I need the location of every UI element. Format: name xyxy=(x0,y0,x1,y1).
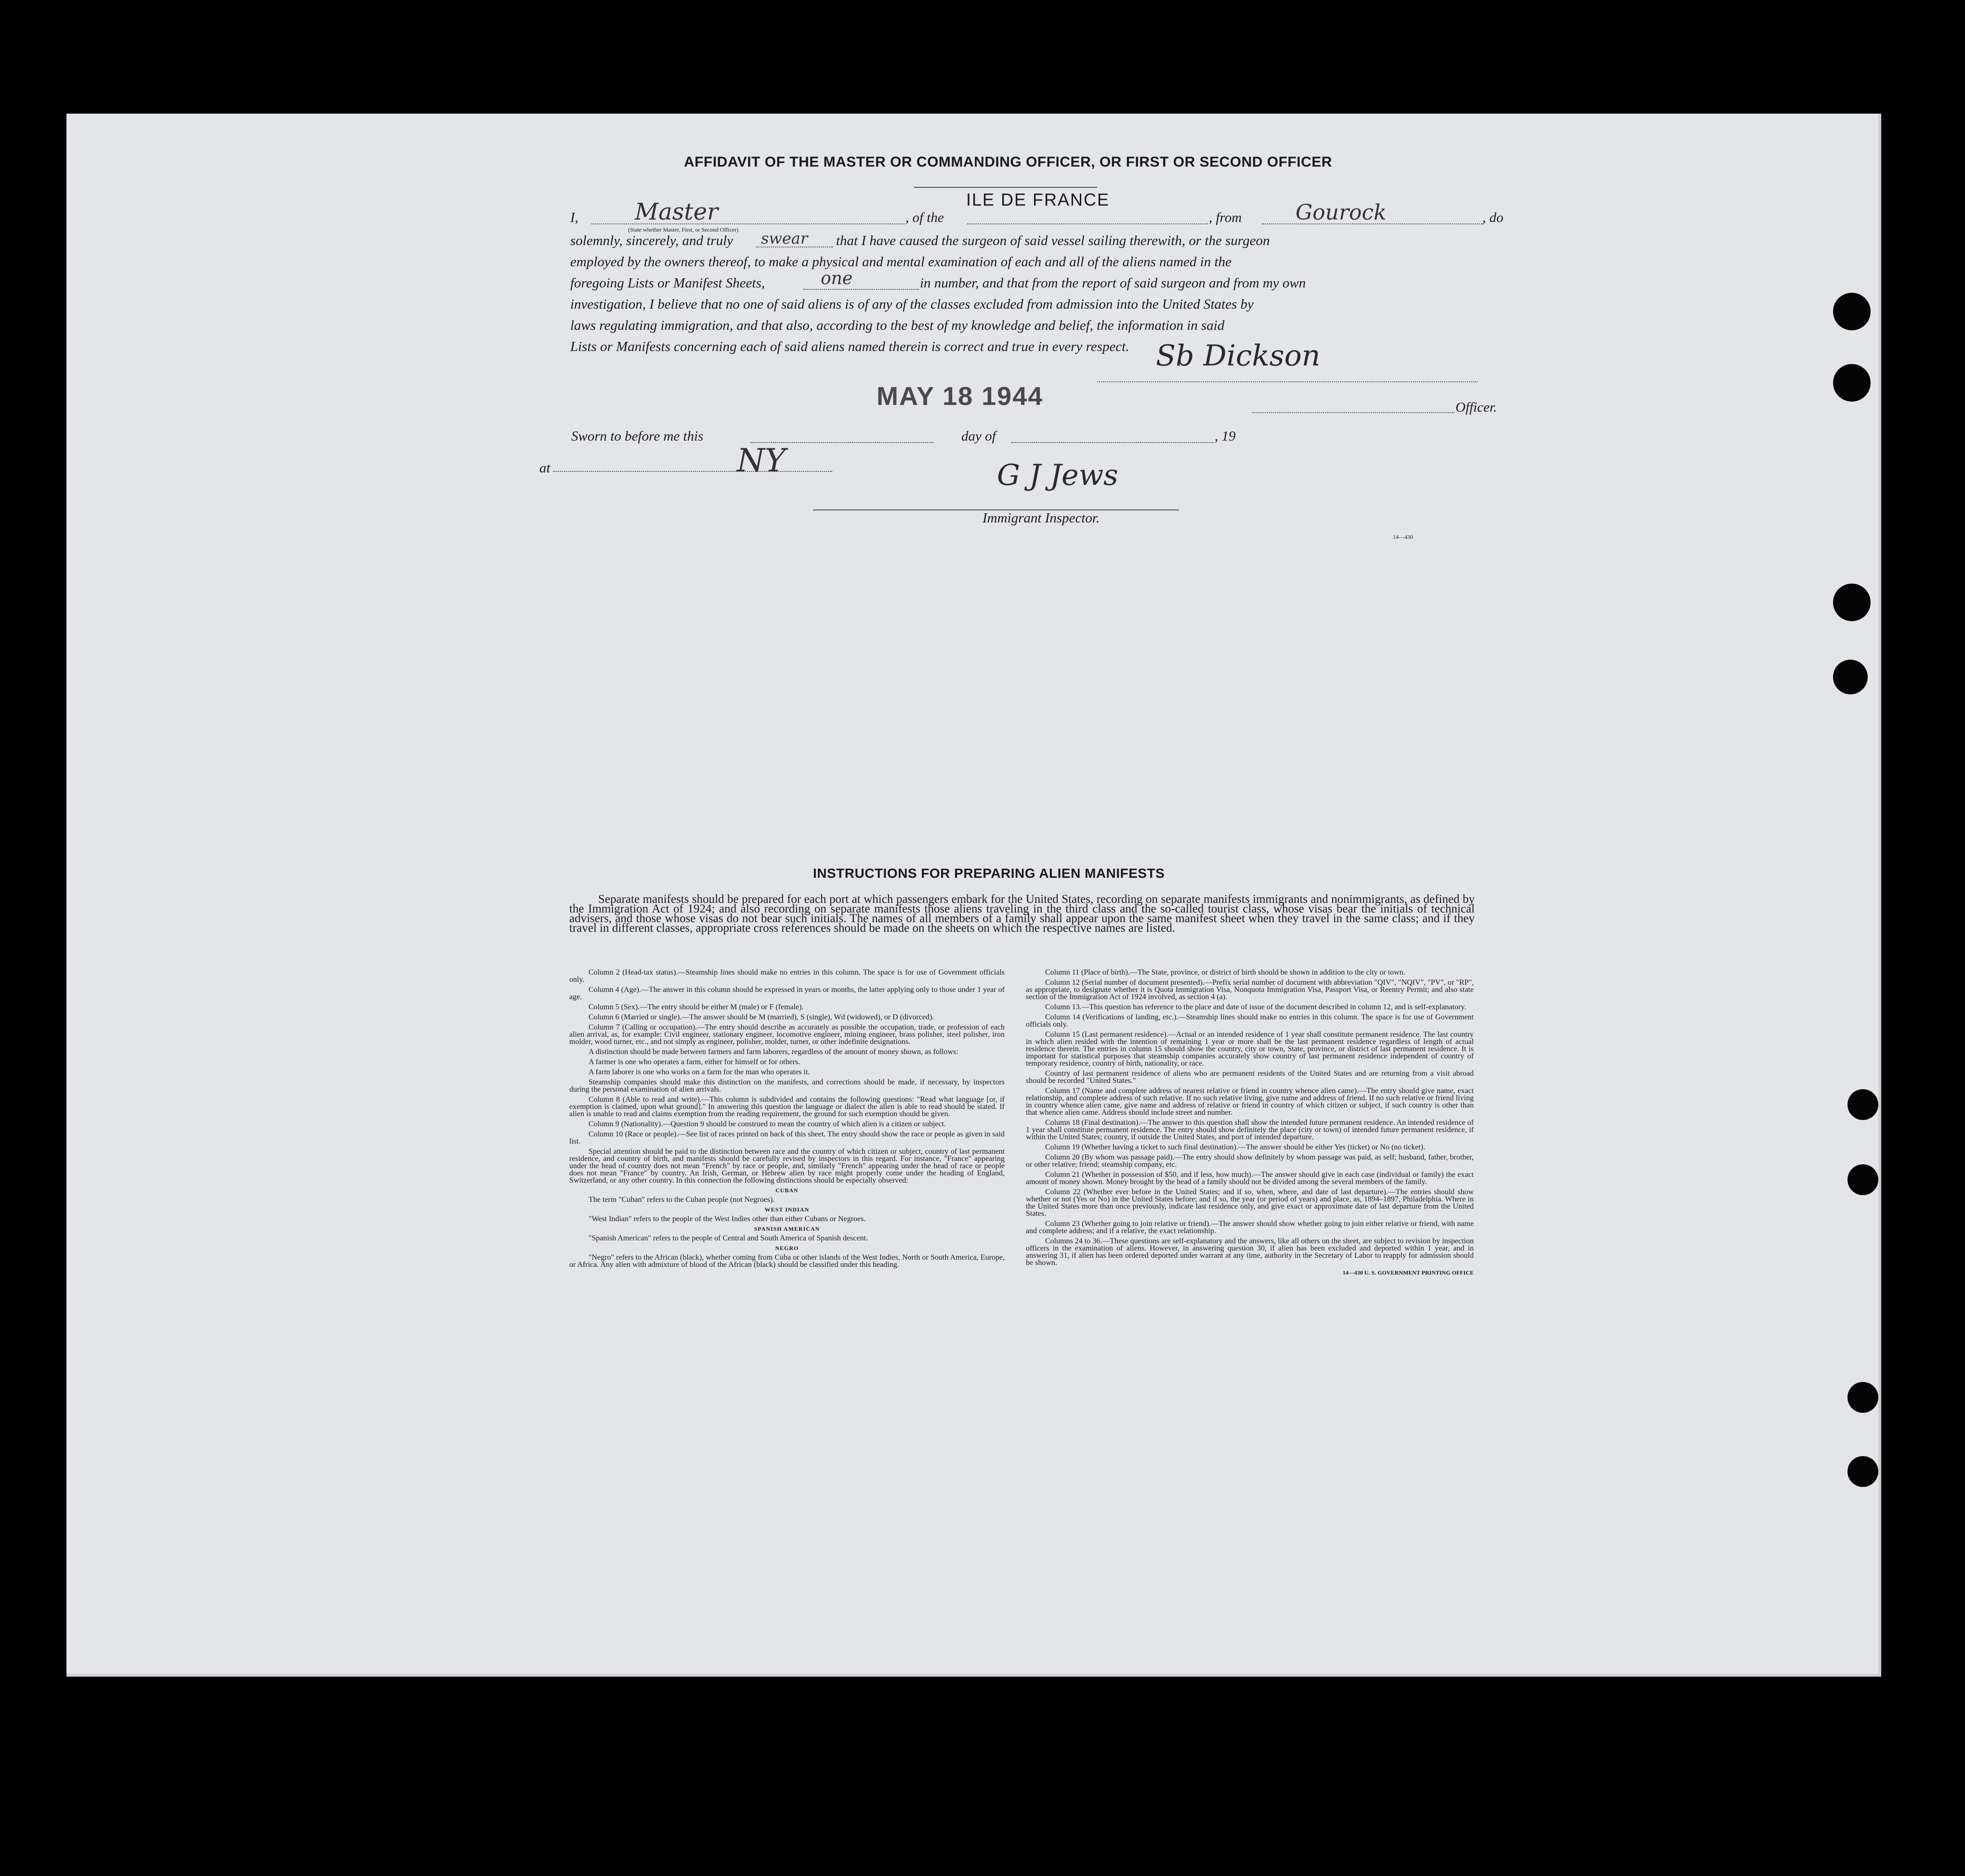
binder-hole xyxy=(1833,660,1868,694)
spanish-american-text: "Spanish American" refers to the people of Central and South America of Spanish descent. xyxy=(589,1234,868,1242)
left-para: A farmer is one who operates a farm, either for himself or for others. xyxy=(589,1058,800,1066)
binder-hole xyxy=(1847,1164,1878,1195)
master-signature: Sb Dickson xyxy=(1156,339,1321,373)
instructions-title: INSTRUCTIONS FOR PREPARING ALIEN MANIFESTS xyxy=(813,866,1165,881)
cuban-text: The term "Cuban" refers to the Cuban people (not Negroes). xyxy=(589,1196,775,1204)
form-number: 14—430 xyxy=(1393,534,1413,540)
left-para: Column 8 (Able to read and write).—This column is subdivided and contains the following questions: "Read what language [or, if exemption is claimed, upon what ground]." In answering this question the language or dialect the alien is able to read should be stated. If alien is unable to read and claims exemption from the reading requirement, the ground for such exemption should be given. xyxy=(569,1095,1005,1118)
right-para: Column 17 (Name and complete address of nearest relative or friend in country whence alien came).—The entry should give name, exact relationship, and complete address of such relative. If no such relative living, give name and address of friend. If no such relative or friend living in country whence alien came, give name and address of relative or friend in country of which citizen or subject, if such country is other than that whence alien came. Address should include street and number. xyxy=(1026,1087,1474,1117)
day-of-label: day of xyxy=(961,429,996,444)
right-para: Column 21 (Whether in possession of $50, and if less, how much).—The answer should give in each case (individual or family) the exact amount of money shown. Money brought by the head of a family should not be divided among the several members of the family. xyxy=(1026,1171,1474,1186)
date-stamp: MAY 18 1944 xyxy=(877,382,1044,411)
right-para: Column 18 (Final destination).—The answer to this question shall show the intended future permanent residence. An intended residence of 1 year shall constitute permanent residence. The entry should show definitely the place (city or town) of intended future permanent residence, if within the United States; country, if outside the United States, and port of intended departure. xyxy=(1026,1119,1474,1141)
affidavit-line2-b: that I have caused the surgeon of said vessel sailing therewith, or the surgeon xyxy=(836,233,1270,248)
of-the-label: , of the xyxy=(905,210,944,225)
cuban-heading: CUBAN xyxy=(775,1187,799,1194)
affidavit-line5: investigation, I believe that no one of said aliens is of any of the classes excluded from admission into the United States by xyxy=(570,297,1254,312)
right-para: Column 11 (Place of birth).—The State, province, or district of birth should be shown in addition to the city or town. xyxy=(1045,968,1405,977)
from-label: , from xyxy=(1209,210,1242,225)
inspector-signature: G J Jews xyxy=(997,458,1118,492)
right-para: Column 13.—This question has reference to the place and date of issue of the document described in column 12, and is self-explanatory. xyxy=(1045,1003,1467,1011)
right-para: Column 22 (Whether ever before in the United States; and if so, when, where, and date of last departure).—The entries should show whether or not (Yes or No) in the United States before; and if so, the year (or period of years) and place, as, 1894–1897, Philadelphia. Where in the United States more than once previously, indicate last residence only, and give exact or approximate date of last departure from the United States. xyxy=(1026,1188,1474,1218)
left-para: Column 5 (Sex).—The entry should be either M (male) or F (female). xyxy=(589,1003,804,1011)
left-para: Special attention should be paid to the distinction between race and the country of which citizen or subject, country of last permanent residence, and country of birth, and manifests should be carefully revised by inspectors in this regard. For instance, "France" appearing under the head of country does not mean "French" by race or people, and, similarly "French" appearing under the head of race or people does not mean "France" by country. An Irish, German, or Hebrew alien by race might properly come under the heading of England, Switzerland, or any other country. In this connection the following distinctions should be especially observed: xyxy=(569,1147,1005,1185)
instructions-left-column xyxy=(569,969,1005,1271)
ship-name-rule xyxy=(914,187,1097,188)
left-para: Column 6 (Married or single).—The answer should be M (married), S (single), Wd (widowed), or D (divorced). xyxy=(589,1013,934,1021)
affidavit-line2-a: solemnly, sincerely, and truly xyxy=(570,233,734,248)
left-para: A distinction should be made between farmers and farm laborers, regardless of the amount of money shown, as follows: xyxy=(589,1048,958,1056)
binder-hole xyxy=(1847,1456,1878,1487)
at-handwritten: NY xyxy=(737,442,786,479)
affidavit-line7: Lists or Manifests concerning each of said aliens named therein is correct and true in every respect. xyxy=(570,339,1129,354)
left-para: A farm laborer is one who works on a farm for the man who operates it. xyxy=(589,1068,810,1076)
port-handwritten: Gourock xyxy=(1296,200,1387,225)
sheets-blank xyxy=(803,289,919,290)
inspector-label: Immigrant Inspector. xyxy=(982,510,1100,526)
left-para: Steamship companies should make this distinction on the manifests, and corrections should be made, if necessary, by inspectors during the personal examination of alien arrivals. xyxy=(569,1078,1005,1094)
binder-hole xyxy=(1847,1089,1878,1120)
right-para: Column 15 (Last permanent residence).—Actual or an intended residence of 1 year shall constitute permanent residence. The last country in which alien resided with the intention of remaining 1 year or more shall be the last permanent residence regardless of length of actual residence therein. The entries in column 15 should show the country, city or town, State, province, or district of last permanent residence. It is important for statistical purposes that steamship companies accurately show country of last permanent residence independent of country of temporary residence, country of birth, nationality, or race. xyxy=(1026,1030,1474,1068)
place-blank xyxy=(553,471,832,472)
printing-office-footer: 14—430 U. S. GOVERNMENT PRINTING OFFICE xyxy=(1342,1269,1474,1276)
west-indian-text: "West Indian" refers to the people of the West Indies other than either Cubans or Negroes. xyxy=(589,1215,866,1223)
officer-label: Officer. xyxy=(1455,400,1497,415)
binder-hole xyxy=(1833,364,1871,402)
affidavit-line6: laws regulating immigration, and that also, according to the best of my knowledge and belief, the information in said xyxy=(570,318,1225,333)
month-blank xyxy=(1011,442,1214,443)
sheets-handwritten: one xyxy=(821,269,853,288)
binder-hole xyxy=(1833,293,1871,330)
ship-blank xyxy=(967,223,1208,224)
right-para: Column 19 (Whether having a ticket to such final destination).—The answer should be either Yes (ticket) or No (no ticket). xyxy=(1045,1143,1426,1151)
sworn-label: Sworn to before me this xyxy=(571,429,704,444)
left-para: Column 7 (Calling or occupation).—The entry should describe as accurately as possible the occupation, trade, or profession of each alien arrival, as, for example: Civil engineer, stationary engineer, locomotive engineer, mining engineer, brass polisher, steel polisher, iron molder, wood turner, etc., and not simply as engineer, polisher, molder, turner, or other indefinite designations. xyxy=(569,1023,1005,1046)
spanish-american-heading: SPANISH AMERICAN xyxy=(754,1225,820,1232)
right-para: Columns 24 to 36.—These questions are self-explanatory and the answers, like all others on the sheet, are subject to revision by inspection officers in the examination of aliens. However, in answering question 30, if alien has been excluded and deported within 1 year, and in answering 31, if alien has been ordered deported under warrant at any time, authority in the Secretary of Labor to reapply for admission should be shown. xyxy=(1026,1237,1474,1267)
affidavit-line4-a: foregoing Lists or Manifest Sheets, xyxy=(570,275,765,291)
west-indian-heading: WEST INDIAN xyxy=(764,1206,810,1213)
officer-blank xyxy=(1252,412,1454,413)
right-para: Column 20 (By whom was passage paid).—The entry should show definitely by whom passage was paid, as self; husband, father, brother, or other relative; friend; steamship company, etc. xyxy=(1026,1153,1474,1169)
manifest-page xyxy=(66,114,1881,1677)
do-label: , do xyxy=(1482,210,1504,225)
binder-hole xyxy=(1833,584,1871,621)
binder-hole xyxy=(1847,1382,1878,1413)
negro-text: "Negro" refers to the African (black), whether coming from Cuba or other islands of the West Indies, North or South America, Europe, or Africa. Any alien with admixture of blood of the African (black) should be classified under this heading. xyxy=(569,1253,1005,1269)
year-label: , 19 xyxy=(1215,429,1236,444)
ship-name: ILE DE FRANCE xyxy=(966,190,1110,209)
affidavit-title: AFFIDAVIT OF THE MASTER OR COMMANDING OFFICER, OR FIRST OR SECOND OFFICER xyxy=(684,154,1332,170)
affidavit-line4-b: in number, and that from the report of said surgeon and from my own xyxy=(920,275,1306,291)
rank-note: (State whether Master, First, or Second Officer) xyxy=(628,226,739,233)
right-para: Column 14 (Verifications of landing, etc.).—Steamship lines should make no entries in this column. The space is for use of Government officials only. xyxy=(1026,1013,1474,1029)
left-para: Column 4 (Age).—The answer in this column should be expressed in years or months, the latter applying only to those under 1 year of age. xyxy=(569,986,1005,1001)
right-para: Column 12 (Serial number of document presented).—Prefix serial number of document with abbreviation "QIV", "NQIV", "PV", or "RP", as appropriate, to designate whether it is Quota Immigration Visa, Nonquota Immigration Visa, Passport Visa, or Reentry Permit; and also state section of the Immigration Act of 1924 involved, as section 4 (a). xyxy=(1026,978,1474,1001)
instructions-intro: Separate manifests should be prepared for each port at which passengers embark for the United States, recording on separate manifests immigrants and nonimmigrants, as defined by the Immigration Act of 1924; and also recording on separate manifests those aliens traveling in the third class and the so-called tourist class, whose visas bear the initials of technical advisers, and those whose visas do not bear such initials. The names of all members of a family shall appear upon the same manifest sheet when they travel in the same class; and if they travel in different classes, appropriate cross references should be made on the sheets on which the respective names are listed. xyxy=(569,893,1475,935)
right-para: Country of last permanent residence of aliens who are permanent residents of the United States and are returning from a visit abroad should be recorded "United States." xyxy=(1026,1069,1474,1085)
negro-heading: NEGRO xyxy=(775,1245,799,1251)
instructions-right-column xyxy=(1026,969,1474,1279)
left-para: Column 10 (Race or people).—See list of races printed on back of this sheet. The entry should show the race or people as given in said list. xyxy=(569,1130,1005,1146)
officer-rank-handwritten: Master xyxy=(635,198,719,225)
signature-rule xyxy=(1097,381,1478,382)
left-para: Column 2 (Head-tax status).—Steamship lines should make no entries in this column. The space is for use of Government officials only. xyxy=(569,968,1005,984)
swear-handwritten: swear xyxy=(761,229,808,248)
affidavit-line3: employed by the owners thereof, to make a physical and mental examination of each and all of the aliens named in the xyxy=(570,254,1231,270)
i-label: I, xyxy=(570,210,578,225)
at-label: at xyxy=(539,460,550,476)
right-para: Column 23 (Whether going to join relative or friend).—The answer should show whether going to join either relative or friend, with name and complete address; and if a relative, the exact relationship. xyxy=(1026,1220,1474,1235)
left-para: Column 9 (Nationality).—Question 9 should be construed to mean the country of which alien is a citizen or subject. xyxy=(589,1120,946,1128)
